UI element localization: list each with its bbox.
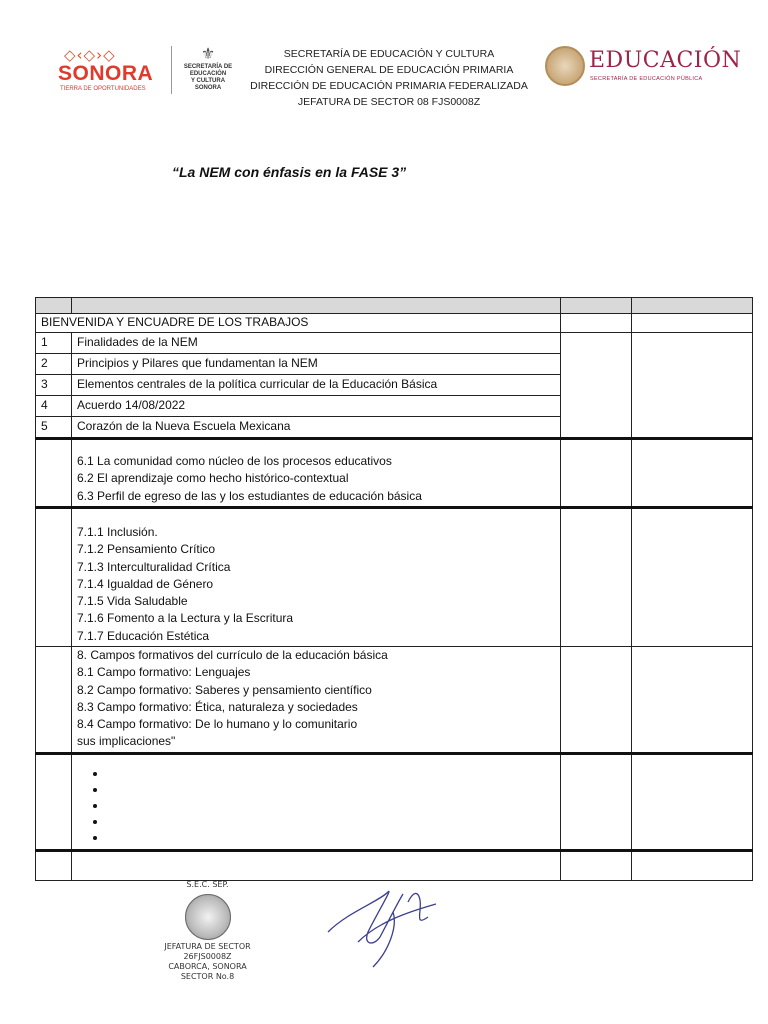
list-item bbox=[107, 765, 560, 781]
section-line: 7.1.6 Fomento a la Lectura y la Escritura bbox=[77, 611, 294, 626]
bullet-list-cell bbox=[72, 753, 561, 850]
list-item bbox=[107, 813, 560, 829]
bullet-list bbox=[77, 765, 560, 848]
empty-cell bbox=[561, 333, 632, 439]
header-line: JEFATURA DE SECTOR 08 FJS0008Z bbox=[297, 96, 481, 108]
section-line: 6.3 Perfil de egreso de las y los estudiantes de educación básica bbox=[77, 488, 422, 503]
empty-cell bbox=[36, 508, 72, 647]
list-item bbox=[107, 829, 560, 845]
item-number: 5 bbox=[36, 417, 72, 439]
section-6-cell bbox=[72, 439, 561, 508]
stamp-line: 26FJS0008Z bbox=[183, 952, 232, 961]
sec-sonora-logo bbox=[178, 46, 238, 96]
table-row bbox=[36, 439, 753, 508]
sec-logo-line: SECRETARÍA DE bbox=[183, 64, 233, 70]
section-line: 8. Campos formativos del currículo de la educación básica bbox=[77, 648, 388, 662]
header-line: DIRECCIÓN GENERAL DE EDUCACIÓN PRIMARIA bbox=[264, 64, 514, 76]
stamp-seal-icon bbox=[185, 894, 231, 940]
sonora-logo bbox=[58, 46, 170, 96]
section-line: 8.1 Campo formativo: Lenguajes bbox=[77, 665, 251, 680]
sec-logo-line: EDUCACIÓN bbox=[189, 71, 227, 77]
section-line: 7.1.2 Pensamiento Crítico bbox=[77, 542, 216, 557]
empty-cell bbox=[36, 439, 72, 508]
sec-crest-icon: ⚜ bbox=[200, 46, 216, 63]
section-line: 7.1.1 Inclusión. bbox=[77, 524, 158, 539]
section-line: 8.3 Campo formativo: Ética, naturaleza y sociedades bbox=[77, 699, 358, 714]
empty-cell bbox=[632, 753, 753, 850]
table-row bbox=[36, 647, 753, 754]
edu-logo-word: EDUCACIÓN bbox=[589, 48, 742, 73]
section-line: sus implicaciones" bbox=[77, 734, 176, 749]
section-line: 8.2 Campo formativo: Saberes y pensamiento científico bbox=[77, 682, 372, 697]
document-title: “La NEM con énfasis en la FASE 3” bbox=[172, 164, 407, 180]
table-row bbox=[36, 508, 753, 647]
sep-educacion-logo bbox=[545, 44, 742, 96]
national-seal-icon bbox=[545, 46, 585, 86]
header-institution-text bbox=[240, 46, 538, 110]
header-line: SECRETARÍA DE EDUCACIÓN Y CULTURA bbox=[283, 48, 495, 60]
section-line: 6.2 El aprendizaje como hecho histórico-contextual bbox=[77, 471, 349, 486]
table-row bbox=[36, 314, 753, 333]
section-line: 7.1.5 Vida Saludable bbox=[77, 594, 188, 609]
list-item bbox=[107, 781, 560, 797]
welcome-cell: BIENVENIDA Y ENCUADRE DE LOS TRABAJOS bbox=[36, 314, 561, 333]
table-header-row bbox=[36, 298, 753, 314]
item-number: 2 bbox=[36, 354, 72, 375]
item-number: 3 bbox=[36, 375, 72, 396]
section-line: 7.1.3 Interculturalidad Crítica bbox=[77, 559, 231, 574]
sonora-logo-word: SONORA bbox=[58, 62, 154, 85]
edu-logo-subtitle: SECRETARÍA DE EDUCACIÓN PÚBLICA bbox=[590, 76, 703, 82]
empty-cell bbox=[632, 314, 753, 333]
item-text: Acuerdo 14/08/2022 bbox=[72, 396, 561, 417]
empty-cell bbox=[36, 850, 72, 880]
section-8-cell bbox=[72, 647, 561, 754]
section-line: 6.1 La comunidad como núcleo de los procesos educativos bbox=[77, 454, 392, 469]
agenda-table bbox=[35, 297, 753, 881]
official-stamp bbox=[160, 880, 255, 981]
header-cell bbox=[72, 298, 561, 314]
empty-cell bbox=[632, 850, 753, 880]
item-number: 4 bbox=[36, 396, 72, 417]
header-cell bbox=[36, 298, 72, 314]
table-row bbox=[36, 333, 753, 354]
empty-cell bbox=[561, 439, 632, 508]
empty-cell bbox=[561, 647, 632, 754]
header-cell bbox=[561, 298, 632, 314]
empty-cell bbox=[632, 647, 753, 754]
table-row bbox=[36, 753, 753, 850]
stamp-line: JEFATURA DE SECTOR bbox=[164, 942, 251, 951]
section-7-cell bbox=[72, 508, 561, 647]
empty-cell bbox=[561, 508, 632, 647]
sonora-ornament-icon: ◇‹◇›◇ bbox=[64, 46, 116, 64]
item-text: Finalidades de la NEM bbox=[72, 333, 561, 354]
empty-cell bbox=[561, 753, 632, 850]
section-line: 7.1.7 Educación Estética bbox=[77, 628, 210, 643]
stamp-line: CABORCA, SONORA bbox=[168, 962, 247, 971]
empty-cell bbox=[632, 333, 753, 439]
empty-cell bbox=[72, 850, 561, 880]
empty-cell bbox=[632, 439, 753, 508]
sec-logo-line: Y CULTURA bbox=[190, 78, 226, 84]
section-line: 7.1.4 Igualdad de Género bbox=[77, 576, 214, 591]
empty-cell bbox=[36, 647, 72, 754]
item-text: Principios y Pilares que fundamentan la NEM bbox=[72, 354, 561, 375]
item-text: Corazón de la Nueva Escuela Mexicana bbox=[72, 417, 561, 439]
empty-cell bbox=[36, 753, 72, 850]
list-item bbox=[107, 797, 560, 813]
item-text: Elementos centrales de la política curricular de la Educación Básica bbox=[72, 375, 561, 396]
logo-divider bbox=[171, 46, 172, 94]
empty-cell bbox=[561, 850, 632, 880]
stamp-line: SECTOR No.8 bbox=[180, 972, 235, 981]
sec-logo-line: SONORA bbox=[194, 85, 222, 91]
sonora-logo-tagline: TIERRA DE OPORTUNIDADES bbox=[60, 86, 146, 92]
stamp-top-text: S.E.C. SEP. bbox=[186, 880, 229, 889]
empty-cell bbox=[632, 508, 753, 647]
handwritten-signature bbox=[318, 872, 448, 972]
header-line: DIRECCIÓN DE EDUCACIÓN PRIMARIA FEDERALIZADA bbox=[250, 80, 528, 92]
empty-cell bbox=[561, 314, 632, 333]
header-cell bbox=[632, 298, 753, 314]
item-number: 1 bbox=[36, 333, 72, 354]
section-line: 8.4 Campo formativo: De lo humano y lo comunitario bbox=[77, 717, 358, 732]
